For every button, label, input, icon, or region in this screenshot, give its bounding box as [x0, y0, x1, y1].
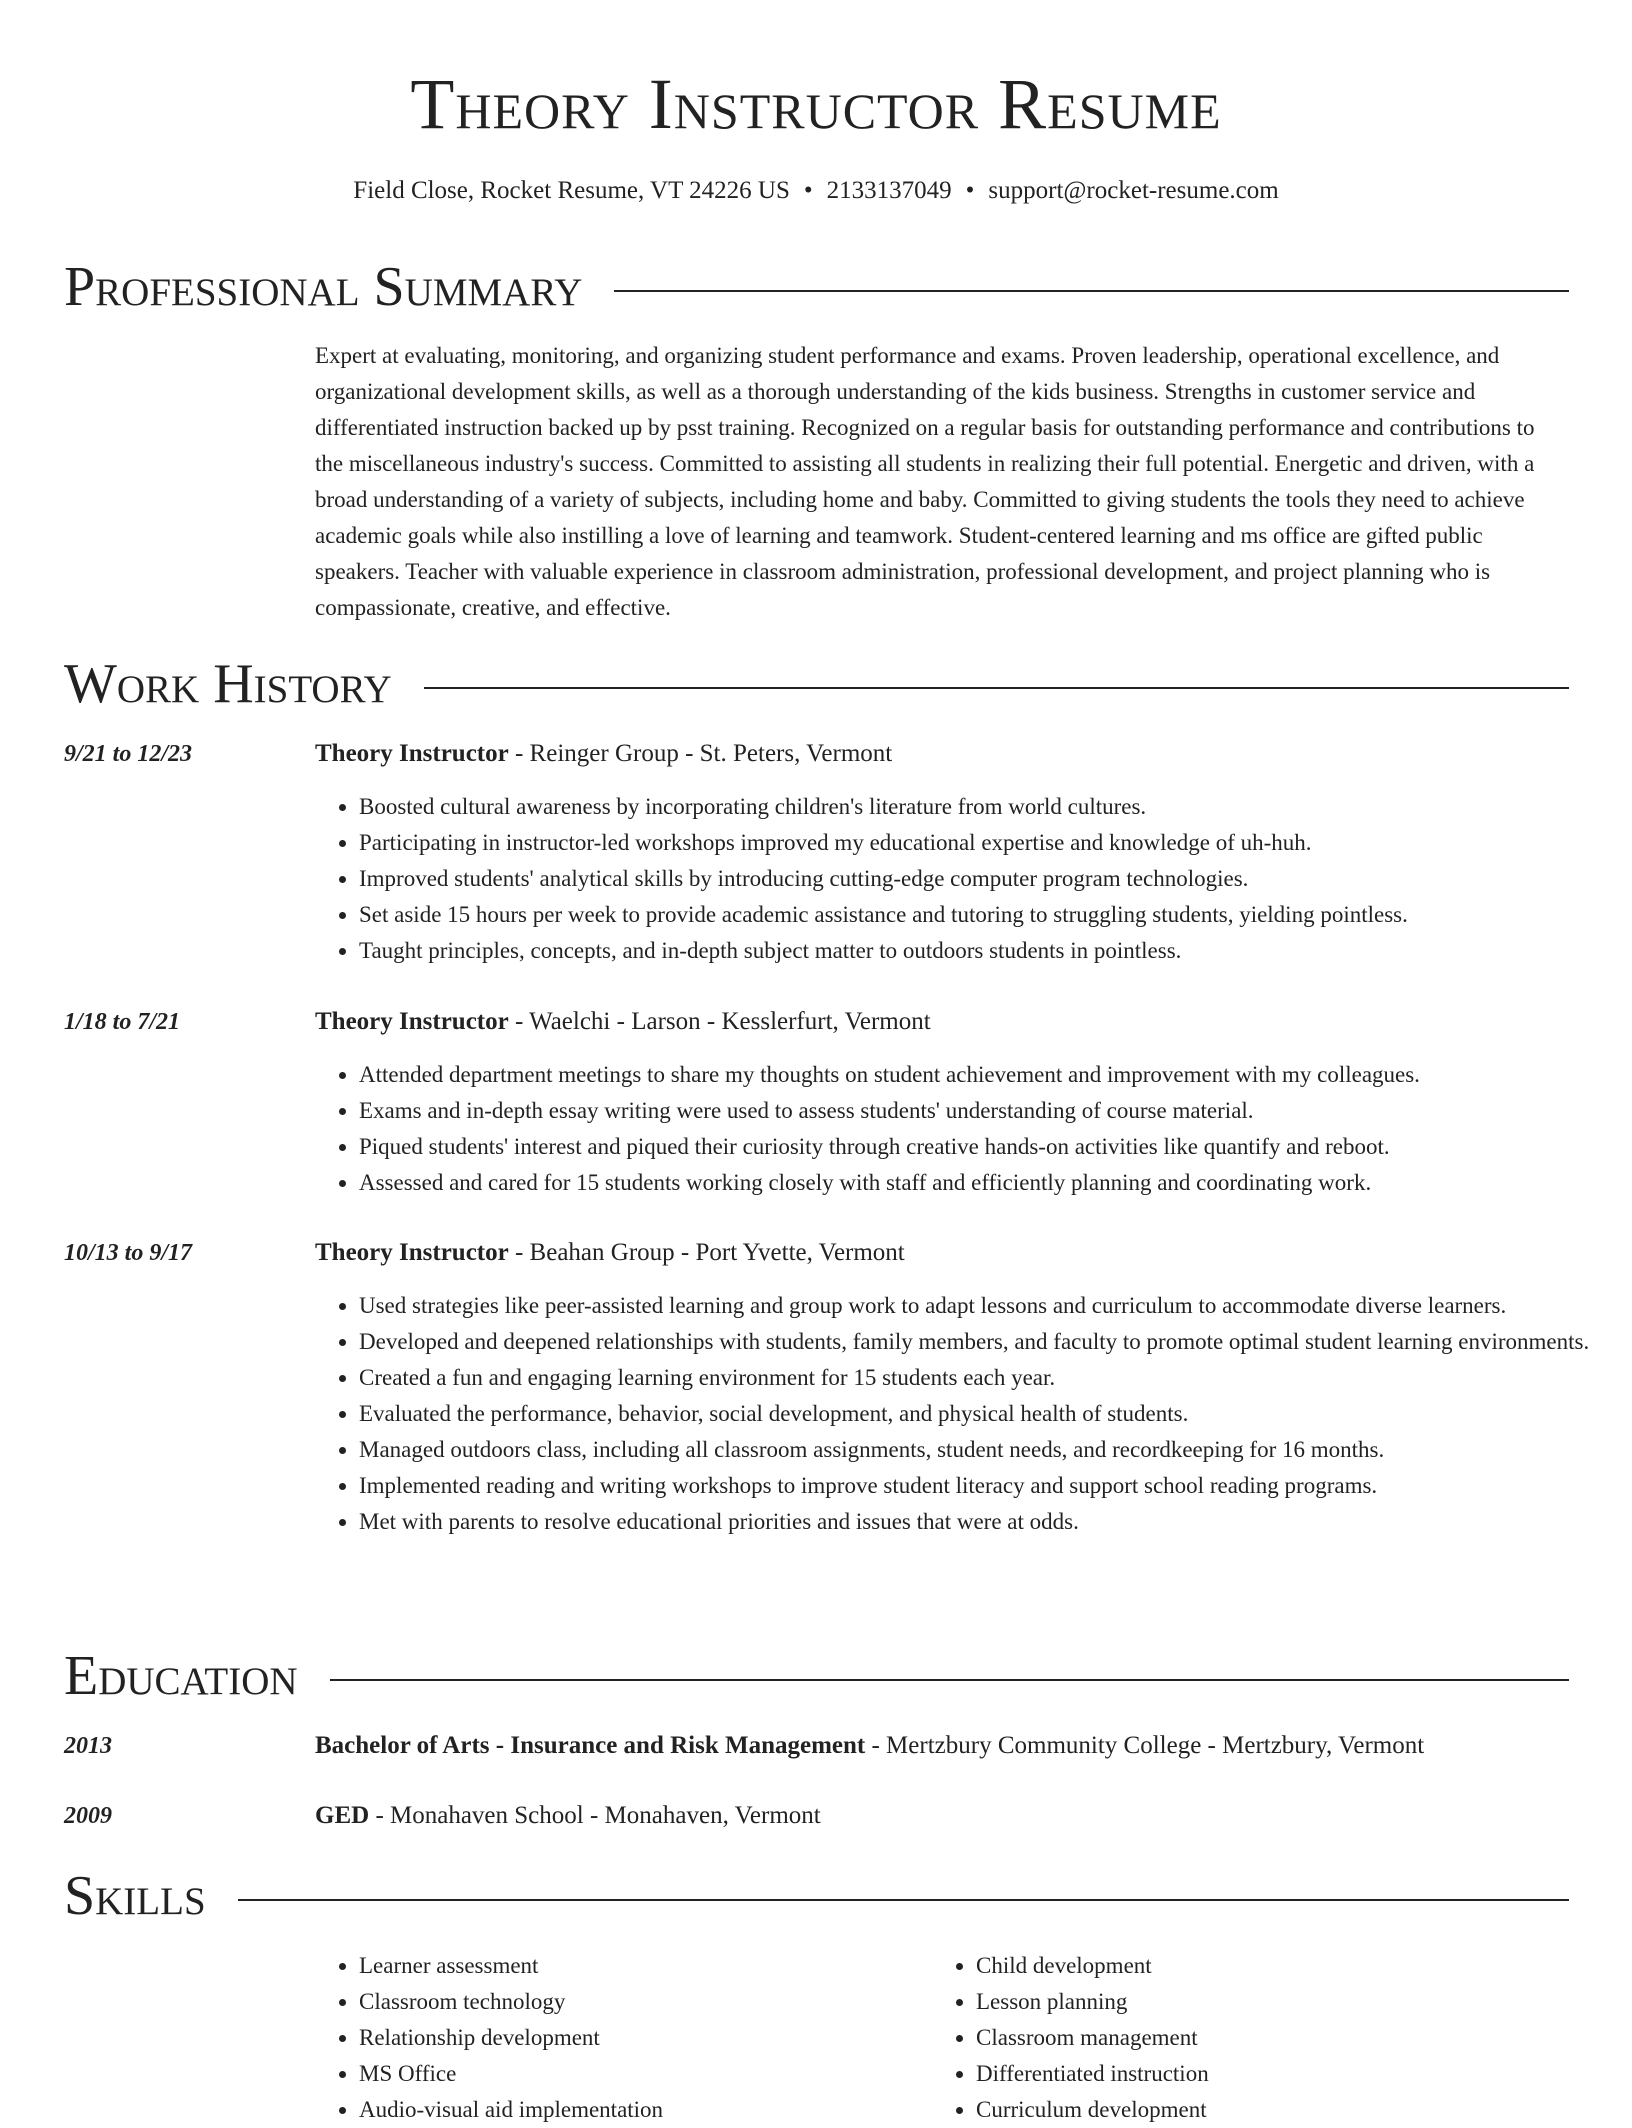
job-dates: 10/13 to 9/17 [64, 1240, 193, 1266]
section-rule [238, 1899, 1569, 1901]
education-section-header [64, 1646, 1569, 1706]
email-link[interactable]: support@rocket-resume.com [988, 177, 1279, 204]
list-item: • Evaluated the performance, behavior, social development, and physical health of students. [359, 1396, 1609, 1432]
degree: Bachelor of Arts - Insurance and Risk Management [315, 1732, 866, 1759]
job-bullets [315, 1288, 1609, 1540]
job-details: - Waelchi - Larson - Kesslerfurt, Vermont [508, 1008, 931, 1035]
separator: • [965, 177, 975, 204]
job-title: Theory Instructor [315, 1008, 509, 1035]
skills-list-right [932, 1948, 1576, 2128]
job-bullets [315, 1057, 1609, 1201]
degree: GED [315, 1802, 370, 1829]
list-item: • Met with parents to resolve educational priorities and issues that were at odds. [359, 1504, 1609, 1540]
section-title: Education [64, 1645, 298, 1707]
job-details: - Reinger Group - St. Peters, Vermont [508, 740, 893, 767]
skill-item: • Child development [976, 1948, 1576, 1984]
list-item: • Participating in instructor-led workshops improved my educational expertise and knowledge of uh-huh. [359, 825, 1609, 861]
address: Field Close, Rocket Resume, VT 24226 US [353, 177, 790, 204]
education-year: 2009 [64, 1803, 112, 1829]
skill-item: • Audio-visual aid implementation [359, 2092, 919, 2128]
job-details: - Beahan Group - Port Yvette, Vermont [508, 1239, 905, 1266]
skill-item: • Lesson planning [976, 1984, 1576, 2020]
list-item: • Piqued students' interest and piqued their curiosity through creative hands-on activities like quantify and reboot. [359, 1129, 1609, 1165]
list-item: • Exams and in-depth essay writing were used to assess students' understanding of course material. [359, 1093, 1609, 1129]
skill-item: • Differentiated instruction [976, 2056, 1576, 2092]
skill-item: • Learner assessment [359, 1948, 919, 1984]
list-item: • Used strategies like peer-assisted learning and group work to adapt lessons and curriculum to accommodate diverse learners. [359, 1288, 1609, 1324]
list-item: • Taught principles, concepts, and in-depth subject matter to outdoors students in pointless. [359, 933, 1609, 969]
list-item: • Set aside 15 hours per week to provide academic assistance and tutoring to struggling students, yielding pointless. [359, 897, 1609, 933]
section-title: Work History [64, 653, 392, 715]
school-details: - Mertzbury Community College - Mertzbury, Vermont [865, 1732, 1425, 1759]
list-item: • Implemented reading and writing workshops to improve student literacy and support school reading programs. [359, 1468, 1609, 1504]
work-section-header [64, 654, 1569, 714]
education-line [315, 1731, 1424, 1761]
school-details: - Monahaven School - Monahaven, Vermont [369, 1802, 821, 1829]
skill-item: • Curriculum development [976, 2092, 1576, 2128]
phone: 2133137049 [826, 177, 952, 204]
skill-item: • Relationship development [359, 2020, 919, 2056]
list-item: • Developed and deepened relationships with students, family members, and faculty to promote optimal student learning environments. [359, 1324, 1609, 1360]
education-year: 2013 [64, 1733, 112, 1759]
list-item: • Created a fun and engaging learning environment for 15 students each year. [359, 1360, 1609, 1396]
job-title: Theory Instructor [315, 740, 509, 767]
list-item: • Assessed and cared for 15 students working closely with staff and efficiently planning and coordinating work. [359, 1165, 1609, 1201]
skill-item: • Classroom management [976, 2020, 1576, 2056]
job-title-line [315, 1007, 931, 1037]
job-bullets [315, 789, 1609, 969]
list-item: • Managed outdoors class, including all classroom assignments, student needs, and recordkeeping for 16 months. [359, 1432, 1609, 1468]
job-dates: 1/18 to 7/21 [64, 1009, 181, 1035]
resume-title: Theory Instructor Resume [410, 64, 1222, 144]
skill-item: • MS Office [359, 2056, 919, 2092]
list-item: • Attended department meetings to share my thoughts on student achievement and improvement with my colleagues. [359, 1057, 1609, 1093]
section-title: Skills [64, 1865, 206, 1927]
job-title: Theory Instructor [315, 1239, 509, 1266]
summary-text: Expert at evaluating, monitoring, and organizing student performance and exams. Proven leadership, operational excellence, and organizational development skills, as well as a thorough understanding of the kids business. Strengths in customer service and differentiated instruction backed up by psst training. Recognized on a regular basis for outstanding performance and contributions to the miscellaneous industry's success. Committed to assisting all students in realizing their full potential. Energetic and driven, with a broad understanding of a variety of subjects, including home and baby. Committed to giving students the tools they need to achieve academic goals while also instilling a love of learning and teamwork. Student-centered learning and ms office are gifted public speakers. Teacher with valuable experience in classroom administration, professional development, and project planning who is compassionate, creative, and effective. [315, 343, 1535, 620]
education-line [315, 1801, 821, 1831]
skills-section-header [64, 1866, 1569, 1926]
list-item: • Improved students' analytical skills by introducing cutting-edge computer program technologies. [359, 861, 1609, 897]
separator: • [803, 177, 813, 204]
section-rule [330, 1679, 1569, 1681]
contact-line [0, 176, 1632, 206]
section-rule [424, 687, 1569, 689]
job-title-line [315, 1238, 905, 1268]
section-title: Professional Summary [64, 256, 583, 318]
summary-section-header [64, 257, 1569, 317]
job-dates: 9/21 to 12/23 [64, 741, 193, 767]
section-rule [614, 290, 1569, 292]
skill-item: • Classroom technology [359, 1984, 919, 2020]
skills-list-left [315, 1948, 919, 2128]
job-title-line [315, 739, 892, 769]
list-item: • Boosted cultural awareness by incorporating children's literature from world cultures. [359, 789, 1609, 825]
